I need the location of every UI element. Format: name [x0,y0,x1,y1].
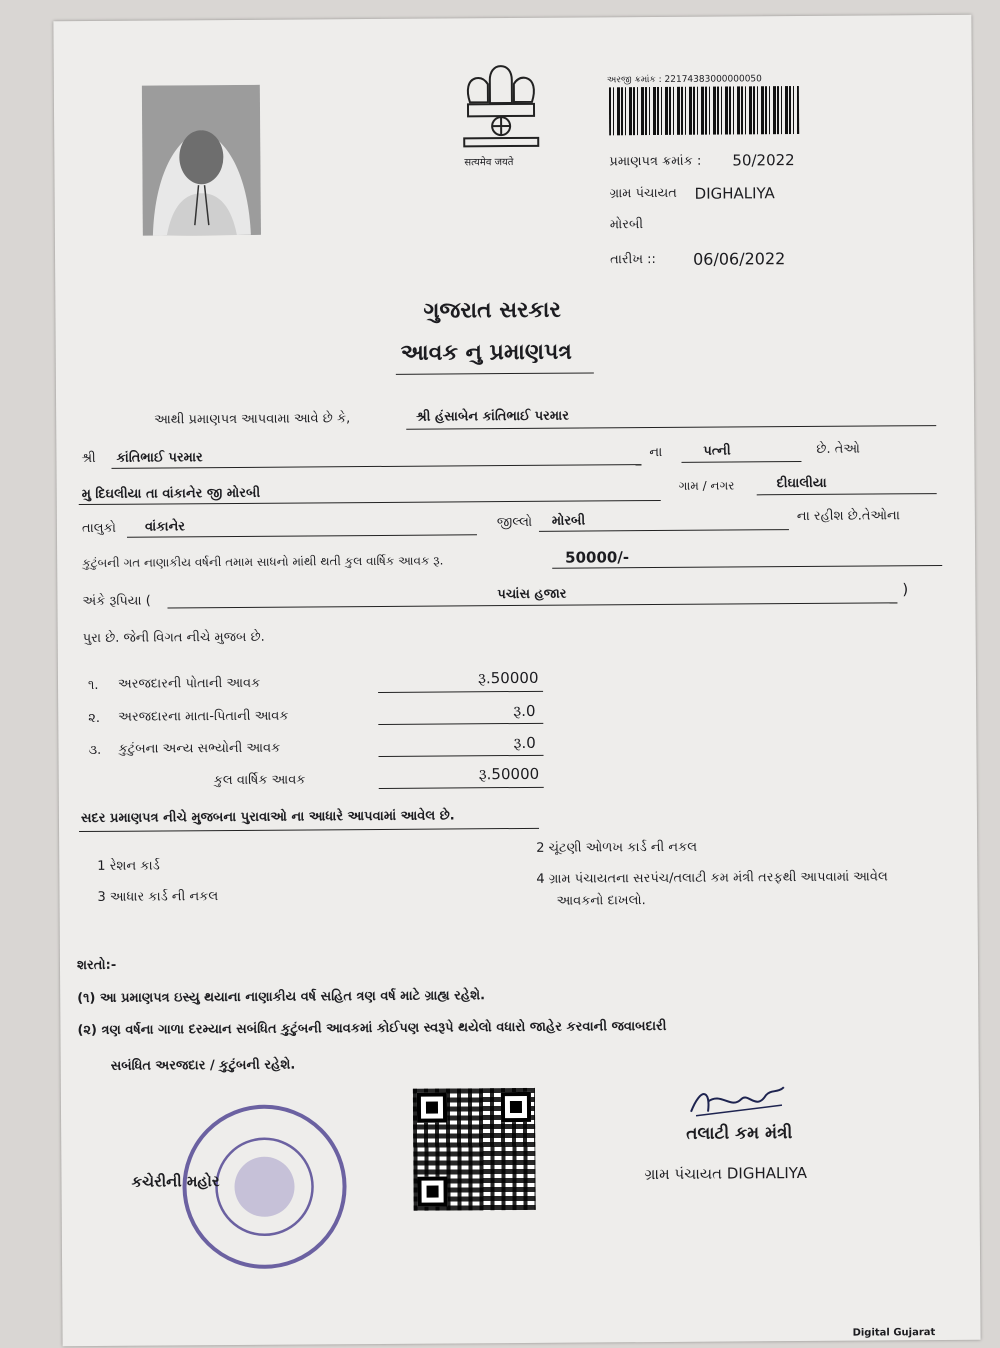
village-label: ગામ / નગર [678,478,735,493]
total-income-line [379,787,544,789]
village-line [757,493,937,495]
lion-capital-icon [454,58,549,154]
proof-item: 4 ગ્રામ પંચાયતના સરપંચ/તલાટી કમ મંત્રી તરફથી આપવામાં આવેલ [536,869,888,887]
income-row-label: અરજદારની પોતાની આવક [117,675,261,692]
conditions-heading: શરતો:- [76,957,117,974]
income-row-label: અરજદારના માતા-પિતાની આવક [118,708,289,725]
shri-prefix: શ્રી [81,450,96,467]
digital-gujarat-footer: Digital Gujarat [852,1327,936,1339]
application-number: અરજી ક્રમાંક : 22174383000000050 [606,74,762,86]
panchayat-label: ગ્રામ પંચાયત [609,185,677,202]
address: મુ દિઘલીયા તા વાંકાનેર જી મોરબી [81,485,261,503]
income-row-amount: રૂ.0 [513,733,536,753]
district: મોરબી [551,513,586,529]
proof-item-continued: આવકનો દાખલો. [556,893,646,909]
government-title: ગુજરાત સરકાર [423,297,561,324]
panchayat-name: DIGHALIYA [694,184,775,203]
words-label: અંકે રૂપિયા ( [82,593,151,610]
total-income-amount: રૂ.50000 [478,764,540,784]
income-row-line [378,691,543,693]
income-amount: 50000/- [565,548,630,567]
income-row-line [378,723,543,725]
condition-2: (૨) ત્રણ વર્ષના ગાળા દરમ્યાન સબંધિત કુટુંબની આવકમાં કોઈપણ સ્વરૂપે થયેલો વધારો જાહેર કરવાની જવાબદારી [77,1018,667,1039]
qr-finder [417,1176,447,1206]
certificate-paper [53,15,980,1346]
income-in-words: પચાંસ હજાર [497,586,567,603]
certificate-title: આવક નુ પ્રમાણપત્ર [400,339,572,366]
na-text: ના [649,444,663,461]
village: દીઘાલીયા [776,475,827,492]
proofs-heading: સદર પ્રમાણપત્ર નીચે મુજબના પુરાવાઓ ના આધારે આપવામાં આવેલ છે. [80,808,455,827]
income-row-no: ૩. [88,742,102,758]
proof-item: 2 ચૂંટણી ઓળખ કાર્ડ ની નકલ [536,839,698,856]
proof-item: 1 રેશન કાર્ડ [97,858,160,874]
header-district: મોરબી [609,217,644,233]
resident-text: ના રહીશ છે.તેઓના [796,508,900,525]
qr-code [413,1088,536,1211]
proof-item: 3 આધાર કાર્ડ ની નકલ [97,889,219,905]
relation-line [681,461,801,463]
close-paren: ) [902,580,909,599]
intro-text: આથી પ્રમાણપત્ર આપવામા આવે છે કે, [154,411,351,428]
condition-1: (૧) આ પ્રમાણપત્ર ઇસ્યુ થયાના નાણાકીય વર્ષ સહિત ત્રણ વર્ષ માટે ગ્રાહ્ય રહેશે. [77,988,486,1007]
condition-2-continued: સબંધિત અરજદાર / કુટુંબની રહેશે. [110,1057,296,1074]
qr-finder [417,1092,447,1122]
income-row-no: ૨. [88,710,101,726]
signature [686,1081,791,1122]
taluka: વાંકાનેર [144,519,186,535]
proofs-heading-underline [79,828,539,832]
taluka-line [127,534,477,537]
certificate-no: 50/2022 [732,151,795,170]
district-label: જીલ્લો [496,514,533,531]
applicant-photo [142,85,261,236]
income-row-line [379,755,544,757]
signatory-title: તલાટી કમ મંત્રી [686,1123,793,1144]
income-sentence: કુટુંબની ગત નાણાકીય વર્ષની તમામ સાધનો માંથી થતી કુલ વાર્ષિક આવક રૂ. [82,553,444,571]
che-teo-text: છે. તેઓ [816,441,860,457]
title-underline [396,372,594,374]
applicant-photo-image [142,85,261,236]
income-row-amount: રૂ.0 [513,701,536,721]
certificate-no-label: પ્રમાણપત્ર ક્રમાંક : [609,153,702,170]
words-line [167,602,897,608]
district-line [539,529,789,532]
income-row-label: કુટુંબના અન્ય સભ્યોની આવક [118,740,281,757]
total-income-label: કુલ વાર્ષિક આવક [213,772,306,789]
applicant-name: શ્રી હંસાબેન કાંતિભાઈ પરમાર [416,408,569,425]
date-label: તારીખ :: [610,252,656,268]
qr-finder [501,1092,531,1122]
relation: પત્ની [703,443,731,459]
details-intro: પુરા છે. જેની વિગત નીચે મુજબ છે. [82,629,265,647]
office-seal-label: કચેરીની મહોર [131,1172,220,1191]
issue-date: 06/06/2022 [692,249,786,269]
signatory-panchayat: ગ્રામ પંચાયત DIGHALIYA [644,1163,808,1184]
applicant-name-line [406,425,936,430]
relative-name: કાંતિભાઈ પરમાર [116,450,203,466]
barcode [609,86,799,135]
taluka-label: તાલુકો [81,520,117,537]
income-row-amount: રૂ.50000 [477,668,539,688]
income-row-no: ૧. [87,677,99,693]
emblem-motto: सत्यमेव जयते [464,157,514,169]
national-emblem [454,58,549,169]
